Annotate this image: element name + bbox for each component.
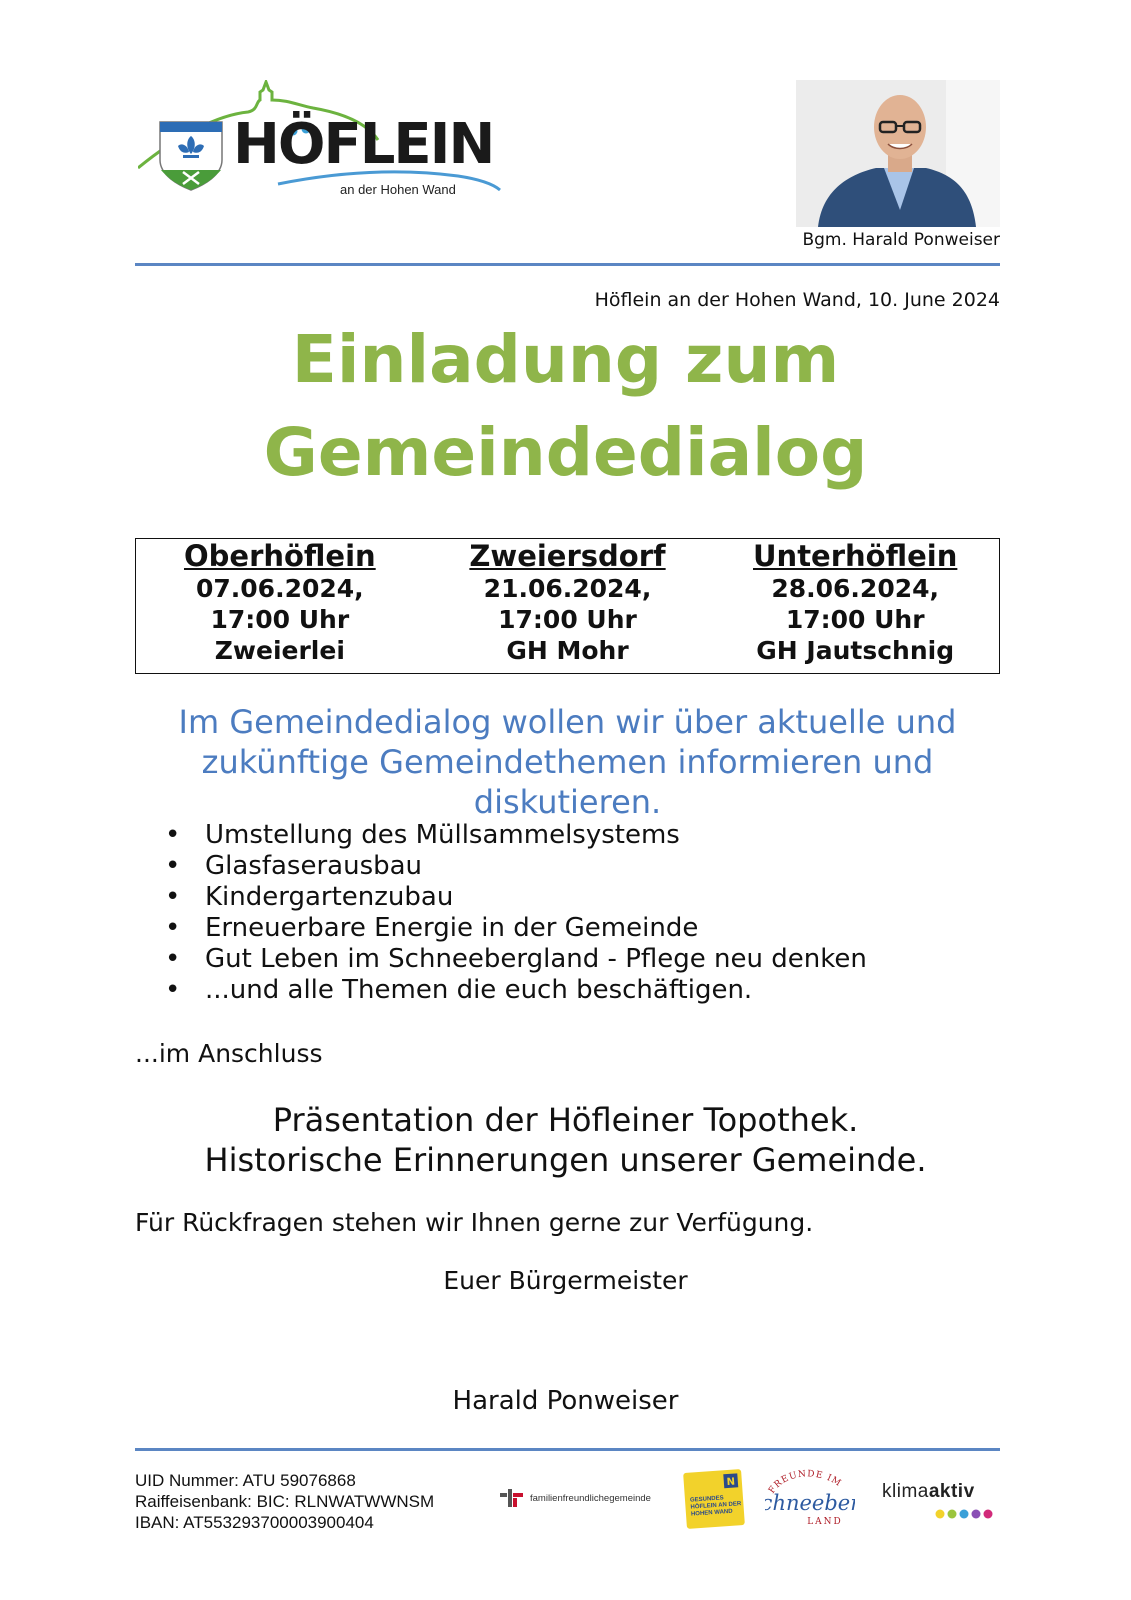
footer-info <box>135 1470 434 1533</box>
event-date: 07.06.2024, <box>196 574 364 603</box>
event-venue: Zweierlei <box>214 636 345 665</box>
footer-divider <box>135 1448 1000 1451</box>
schneebergland-logo-graphic <box>765 1468 855 1530</box>
gesunde-gemeinde-logo <box>683 1469 745 1529</box>
title-line-2: Gemeindedialog <box>263 414 868 491</box>
schneebergland-logo <box>765 1468 855 1530</box>
event-unterhoeflein <box>711 539 999 673</box>
uid-number: UID Nummer: ATU 59076868 <box>135 1471 356 1490</box>
event-place: Unterhöflein <box>753 539 958 573</box>
photo-caption: Bgm. Harald Ponweiser <box>802 230 1000 250</box>
place-date-line: Höflein an der Hohen Wand, 10. June 2024 <box>594 289 1000 311</box>
noe-badge-icon <box>683 1469 742 1495</box>
closing-text: Euer Bürgermeister <box>443 1266 688 1295</box>
topic-item: • ...und alle Themen die euch beschäftigen. <box>165 975 1000 1006</box>
presentation-text <box>0 1100 1131 1180</box>
intro-line: Im Gemeindedialog wollen wir über aktuelle und <box>178 703 957 741</box>
mayor-photo <box>796 80 1000 227</box>
event-venue: GH Jautschnig <box>756 636 955 665</box>
intro-text <box>135 702 1000 822</box>
topic-item: • Glasfaserausbau <box>165 851 1000 882</box>
hoeflein-logo <box>138 80 513 200</box>
event-time: 17:00 Uhr <box>210 605 350 634</box>
event-venue: GH Mohr <box>506 636 629 665</box>
topic-item: • Gut Leben im Schneebergland - Pflege neu denken <box>165 944 1000 975</box>
mayor-portrait-graphic <box>796 80 1000 227</box>
iban-info: IBAN: AT553293700003900404 <box>135 1513 374 1532</box>
topics-list <box>165 820 1000 1006</box>
family-icon <box>498 1483 528 1513</box>
intro-line: zukünftige Gemeindethemen informieren und <box>201 743 934 781</box>
header-divider <box>135 263 1000 266</box>
schneeberg-arc-text: FREUNDE IM <box>767 1469 844 1496</box>
logo-subtitle: an der Hohen Wand <box>340 182 456 197</box>
signer-name: Harald Ponweiser <box>452 1386 679 1416</box>
intro-line: diskutieren. <box>473 783 662 821</box>
svg-text:N: N <box>726 1476 736 1489</box>
event-date: 28.06.2024, <box>771 574 939 603</box>
familienfreundliche-gemeinde-logo <box>498 1483 668 1513</box>
klimaaktiv-dots-icon <box>882 1507 1002 1521</box>
title-line-1: Einladung zum <box>291 321 840 398</box>
topic-item: • Erneuerbare Energie in der Gemeinde <box>165 913 1000 944</box>
event-time: 17:00 Uhr <box>785 605 925 634</box>
logo-wordmark: HÖFLEIN <box>233 112 494 177</box>
event-zweiersdorf <box>424 539 712 673</box>
klima-light: klima <box>882 1481 929 1502</box>
bank-info: Raiffeisenbank: BIC: RLNWATWWNSM <box>135 1492 435 1511</box>
event-place: Zweiersdorf <box>469 539 666 573</box>
event-time: 17:00 Uhr <box>498 605 637 634</box>
familien-logo-text: familienfreundlichegemeinde <box>530 1493 651 1504</box>
presentation-line: Historische Erinnerungen unserer Gemeinde. <box>204 1141 927 1179</box>
klima-bold: aktiv <box>928 1481 975 1502</box>
event-place: Oberhöflein <box>183 539 376 573</box>
anschluss-text: ...im Anschluss <box>135 1039 323 1068</box>
event-oberhoeflein <box>136 539 424 673</box>
presentation-line: Präsentation der Höfleiner Topothek. <box>272 1101 859 1139</box>
gesunde-logo-text: GESUNDES HÖFLEIN AN DER HOHEN WAND <box>689 1495 742 1518</box>
schneeberg-script: hneebe <box>772 1491 851 1515</box>
event-date: 21.06.2024, <box>483 574 652 603</box>
topic-item: • Kindergartenzubau <box>165 882 1000 913</box>
schneeberg-land: LAND <box>807 1517 843 1527</box>
topic-item: • Umstellung des Müllsammelsystems <box>165 820 1000 851</box>
events-table <box>135 538 1000 674</box>
klimaaktiv-wordmark <box>882 1481 975 1503</box>
contact-note: Für Rückfragen stehen wir Ihnen gerne zur Verfügung. <box>135 1208 814 1237</box>
klimaaktiv-logo <box>882 1481 1002 1521</box>
